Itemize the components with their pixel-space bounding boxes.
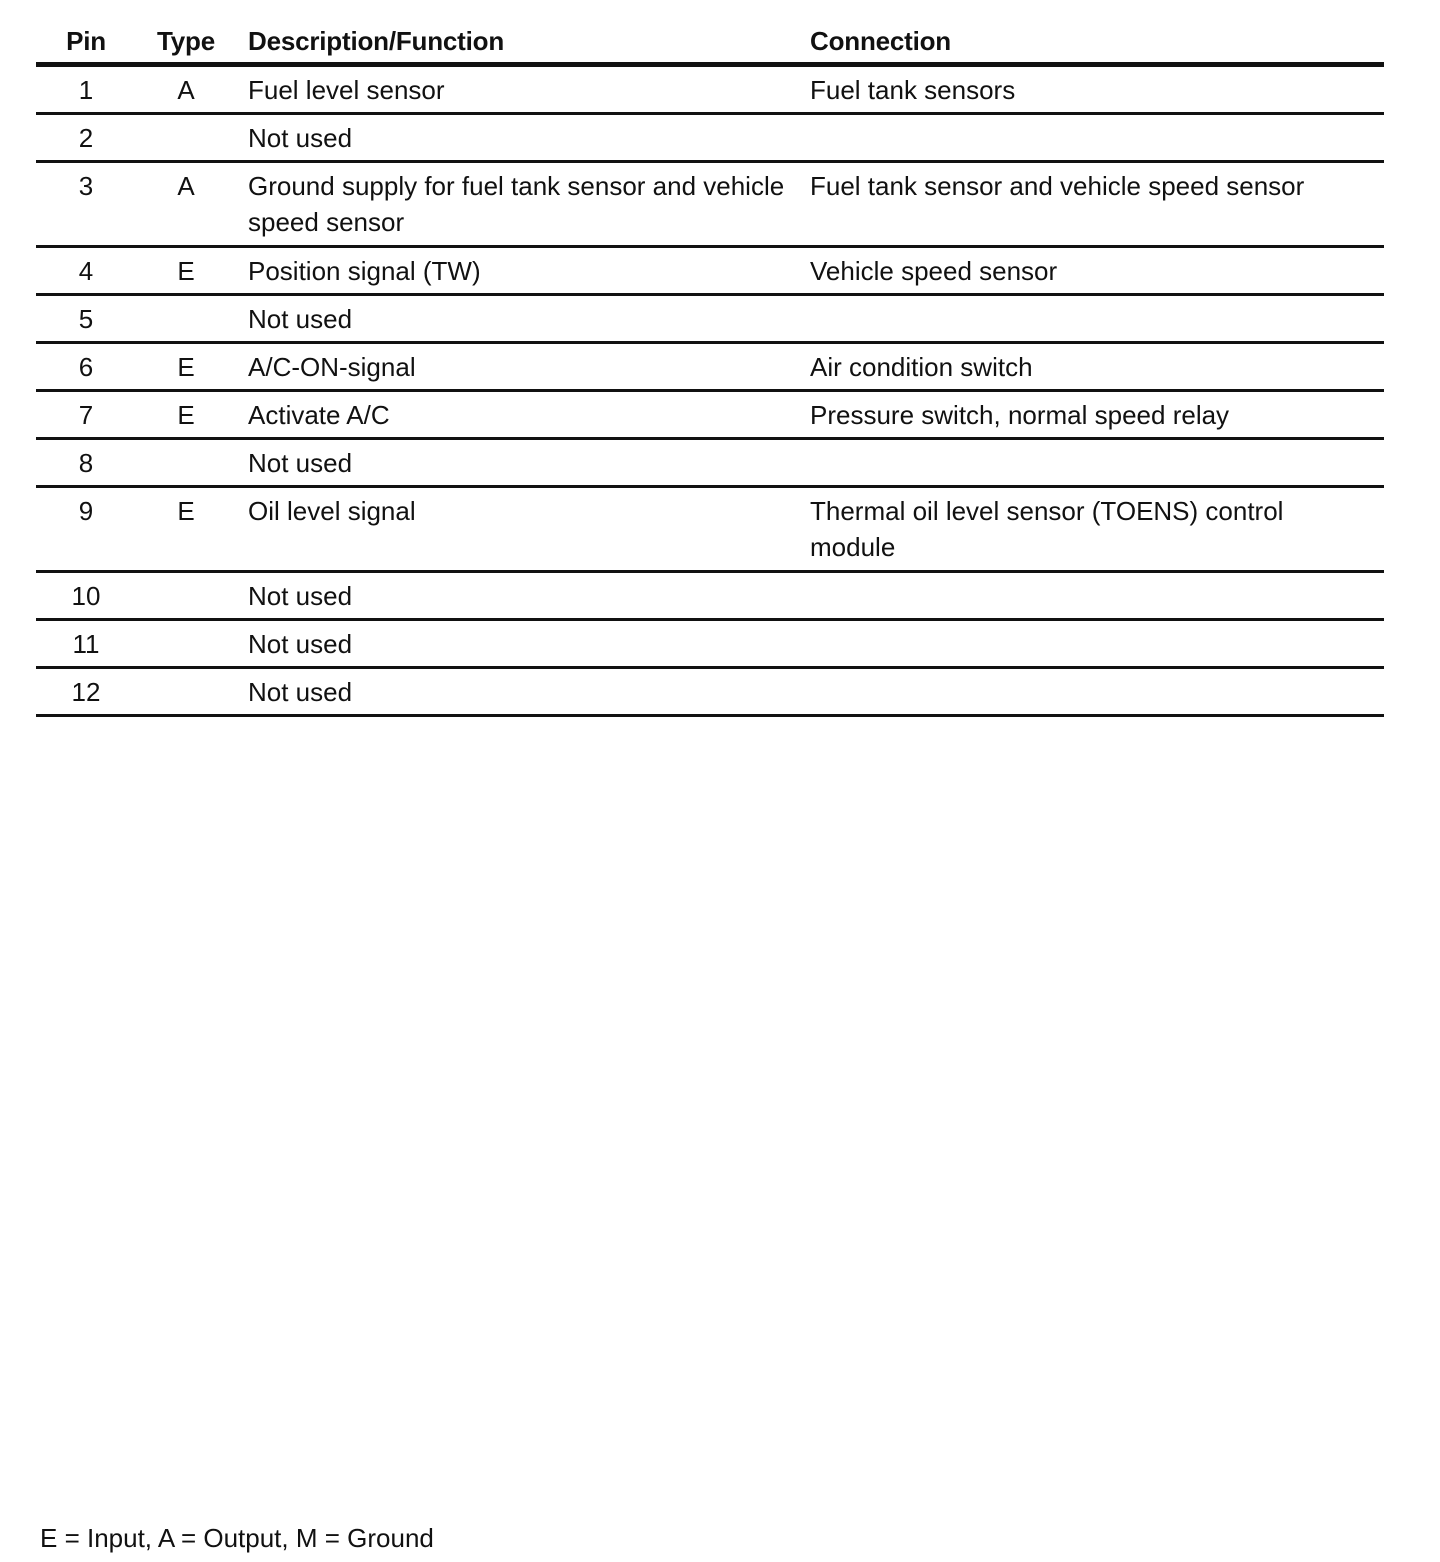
description-cell: Oil level signal (248, 496, 416, 526)
pin-cell: 11 (72, 629, 100, 659)
type-cell: E (177, 496, 195, 526)
description-cell: Ground supply for fuel tank sensor and vehicle speed sensor (248, 171, 785, 237)
table-row (36, 669, 1384, 717)
header-pin: Pin (66, 26, 106, 56)
connection-cell (810, 296, 1384, 301)
table-row (36, 440, 1384, 488)
description-cell: Not used (248, 448, 353, 478)
pin-cell: 2 (78, 123, 94, 153)
pin-cell: 7 (78, 400, 94, 430)
description-cell: Not used (248, 629, 353, 659)
table-row (36, 115, 1384, 163)
description-cell: Fuel level sensor (248, 75, 445, 105)
table-row (36, 573, 1384, 621)
description-cell: Not used (248, 581, 353, 611)
connection-cell: Fuel tank sensor and vehicle speed sensor (810, 171, 1305, 201)
pin-cell: 6 (78, 352, 94, 382)
connection-cell (810, 440, 1384, 445)
pin-cell: 4 (78, 256, 94, 286)
table-row (36, 488, 1384, 573)
pin-cell: 8 (78, 448, 94, 478)
pin-table (36, 0, 1384, 717)
type-cell (134, 621, 238, 626)
description-cell: Position signal (TW) (248, 256, 481, 286)
connection-cell: Pressure switch, normal speed relay (810, 400, 1230, 430)
type-cell: E (177, 352, 195, 382)
pin-cell: 9 (78, 496, 94, 526)
type-cell (134, 669, 238, 674)
legend-footnote: E = Input, A = Output, M = Ground (40, 1523, 434, 1553)
description-cell: Not used (248, 677, 353, 707)
description-cell: Not used (248, 304, 353, 334)
connection-cell: Air condition switch (810, 352, 1033, 382)
connection-cell (810, 621, 1384, 626)
header-type: Type (157, 26, 215, 56)
pin-cell: 5 (78, 304, 94, 334)
type-cell: E (177, 256, 195, 286)
type-cell (134, 573, 238, 578)
table-row (36, 163, 1384, 248)
connection-cell (810, 115, 1384, 120)
pin-cell: 3 (78, 171, 94, 201)
header-connection: Connection (810, 26, 951, 56)
type-cell: A (177, 171, 195, 201)
table-row (36, 621, 1384, 669)
pin-cell: 1 (78, 75, 94, 105)
description-cell: A/C-ON-signal (248, 352, 416, 382)
connection-cell (810, 669, 1384, 674)
connection-cell: Vehicle speed sensor (810, 256, 1058, 286)
table-row (36, 296, 1384, 344)
description-cell: Not used (248, 123, 353, 153)
table-row (36, 392, 1384, 440)
description-cell: Activate A/C (248, 400, 390, 430)
pin-cell: 10 (71, 581, 101, 611)
type-cell (134, 296, 238, 301)
header-description: Description/Function (248, 26, 505, 56)
connection-cell: Fuel tank sensors (810, 75, 1016, 105)
type-cell (134, 115, 238, 120)
table-row (36, 344, 1384, 392)
table-header (36, 0, 1384, 67)
type-cell: A (177, 75, 195, 105)
pin-cell: 12 (71, 677, 101, 707)
type-cell: E (177, 400, 195, 430)
connection-cell: Thermal oil level sensor (TOENS) control module (810, 496, 1284, 562)
connection-cell (810, 573, 1384, 578)
table-row (36, 248, 1384, 296)
table-row (36, 67, 1384, 115)
type-cell (134, 440, 238, 445)
